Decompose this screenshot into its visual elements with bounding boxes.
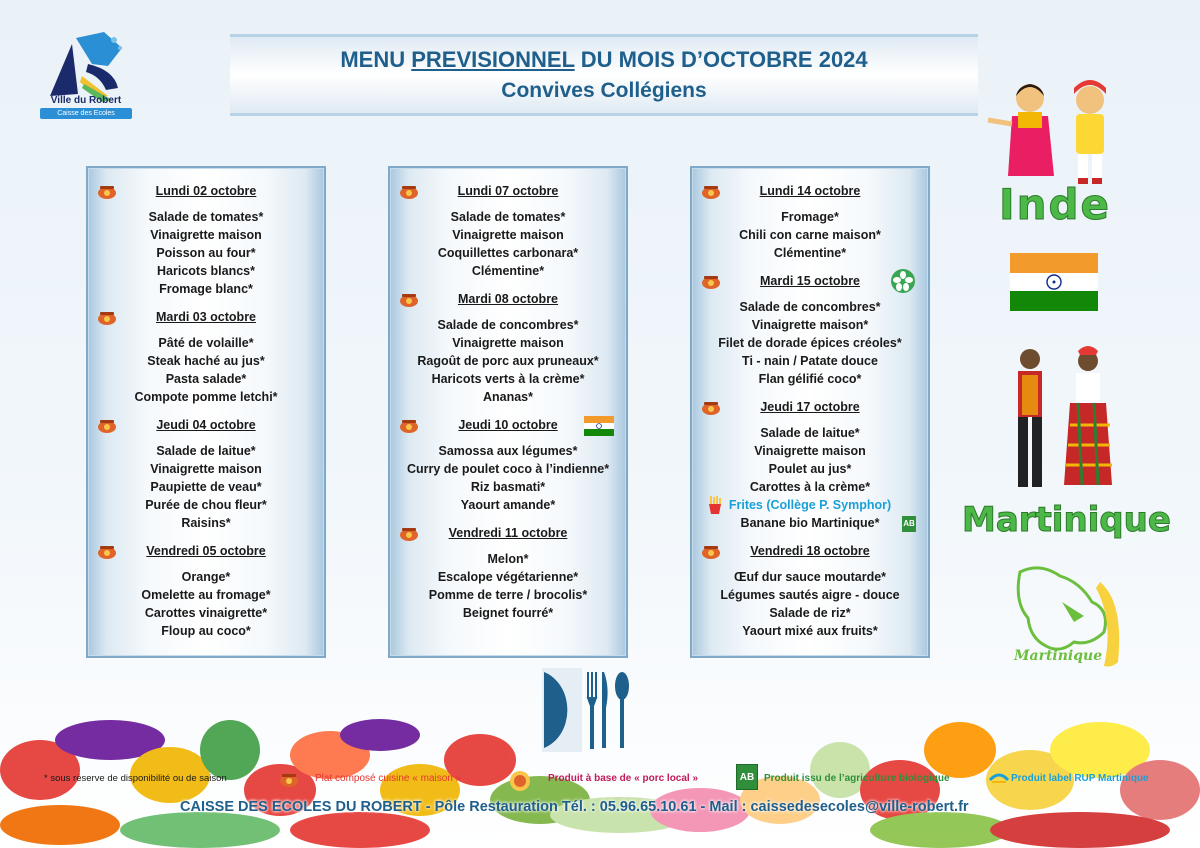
menu-item: Banane bio Martinique*	[740, 516, 880, 530]
menu-item: Ti - nain / Patate douce	[742, 354, 878, 368]
menu-item: Curry de poulet coco à l’indienne*	[406, 462, 610, 476]
menu-item: Haricots verts à la crème*	[431, 372, 585, 386]
menu-item: Paupiette de veau*	[150, 480, 262, 494]
indian-children-illustration	[982, 76, 1142, 186]
title-banner	[230, 34, 978, 116]
menu-item: Yaourt amande*	[460, 498, 556, 512]
bio-ab-icon: AB	[902, 516, 916, 532]
menu-column-week-1	[86, 166, 326, 658]
menu-item: Ananas*	[482, 390, 534, 404]
menu-item: Poisson au four*	[156, 246, 256, 260]
menu-item: Clémentine*	[773, 246, 847, 260]
menu-item: Vinaigrette maison	[452, 336, 564, 350]
hibiscus-icon	[890, 268, 916, 294]
day-title: Lundi 14 octobre	[759, 184, 861, 198]
menu-item: Fromage blanc*	[159, 282, 253, 296]
day-title: Lundi 02 octobre	[155, 184, 257, 198]
menu-item: Salade de laitue*	[760, 426, 860, 440]
day-block	[390, 182, 626, 280]
day-block	[88, 308, 324, 406]
menu-item: Pasta salade*	[165, 372, 247, 386]
homemade-pot-icon	[398, 182, 420, 200]
menu-item: Beignet fourré*	[462, 606, 554, 620]
menu-item: Melon*	[487, 552, 529, 566]
india-flag-icon	[584, 416, 614, 436]
menu-item: Salade de tomates*	[148, 210, 264, 224]
legend-bar	[0, 770, 1200, 790]
menu-item: Raisins*	[181, 516, 231, 530]
day-title: Mardi 03 octobre	[155, 310, 257, 324]
day-title: Vendredi 11 octobre	[448, 526, 568, 540]
day-block	[692, 182, 928, 262]
legend-bio: Produit issu de l’agriculture biologique	[764, 773, 950, 784]
day-block	[390, 416, 626, 514]
day-title: Vendredi 18 octobre	[750, 544, 870, 558]
day-title: Jeudi 17 octobre	[760, 400, 860, 414]
menu-item: Salade de tomates*	[450, 210, 566, 224]
homemade-pot-icon	[96, 542, 118, 560]
menu-item: Vinaigrette maison*	[751, 318, 869, 332]
logo-text: Ville du Robert	[50, 95, 122, 106]
day-block	[390, 290, 626, 406]
menu-item: Chili con carne maison*	[739, 228, 881, 242]
homemade-pot-icon	[700, 182, 722, 200]
menu-item: Salade de laitue*	[156, 444, 256, 458]
menu-item: Riz basmati*	[470, 480, 546, 494]
footer-contact: CAISSE DES ECOLES DU ROBERT - Pôle Restauration Tél. : 05.96.65.10.61 - Mail : caissedesecoles@ville-robert.fr	[180, 799, 969, 815]
homemade-pot-icon	[398, 290, 420, 308]
martinique-map-label: Martinique	[1014, 648, 1103, 664]
homemade-pot-icon	[700, 398, 722, 416]
menu-column-week-2	[388, 166, 628, 658]
day-title: Mardi 15 octobre	[759, 274, 861, 288]
homemade-pot-icon	[398, 524, 420, 542]
logo-subtitle: Caisse des Ecoles	[40, 108, 132, 119]
day-block	[692, 272, 928, 388]
day-title: Vendredi 05 octobre	[146, 544, 266, 558]
menu-item: Haricots blancs*	[157, 264, 255, 278]
menu-item: Compote pomme letchi*	[134, 390, 278, 404]
homemade-pot-icon	[278, 770, 300, 788]
homemade-pot-icon	[96, 416, 118, 434]
day-block	[88, 542, 324, 640]
menu-item: Vinaigrette maison	[150, 228, 262, 242]
porc-local-badge-icon	[508, 770, 532, 792]
day-title: Lundi 07 octobre	[457, 184, 559, 198]
menu-item: Carottes vinaigrette*	[144, 606, 268, 620]
rup-label-icon	[988, 768, 1010, 784]
day-title: Mardi 08 octobre	[457, 292, 559, 306]
theme-inde-label: Inde	[998, 180, 1112, 229]
homemade-pot-icon	[700, 542, 722, 560]
day-block	[390, 524, 626, 622]
menu-item: Poulet au jus*	[768, 462, 852, 476]
homemade-pot-icon	[398, 416, 420, 434]
menu-item: Flan gélifié coco*	[758, 372, 862, 386]
menu-item: Filet de dorade épices créoles*	[718, 336, 902, 350]
title-prefix: MENU	[340, 47, 412, 72]
day-block	[692, 398, 928, 532]
menu-item: Yaourt mixé aux fruits*	[742, 624, 878, 638]
menu-item: Pomme de terre / brocolis*	[428, 588, 588, 602]
menu-column-week-3	[690, 166, 930, 658]
menu-item: Vinaigrette maison	[754, 444, 866, 458]
menu-item: Omelette au fromage*	[141, 588, 271, 602]
menu-item: Vinaigrette maison	[150, 462, 262, 476]
homemade-pot-icon	[96, 308, 118, 326]
title-suffix: DU MOIS D’OCTOBRE 2024	[574, 47, 868, 72]
menu-item: Clémentine*	[471, 264, 545, 278]
martinique-couple-illustration	[1000, 345, 1120, 503]
india-flag	[1010, 253, 1098, 311]
legend-fait-maison: Plat composé cuisine « maison »	[315, 773, 462, 784]
day-block	[88, 182, 324, 298]
menu-item: Escalope végétarienne*	[437, 570, 579, 584]
menu-item: Samossa aux légumes*	[438, 444, 578, 458]
menu-item: Salade de concombres*	[437, 318, 579, 332]
menu-item: Salade de concombres*	[739, 300, 881, 314]
menu-item: Fromage*	[781, 210, 839, 224]
day-title: Jeudi 10 octobre	[458, 418, 558, 432]
legend-reserve: * sous réserve de disponibilité ou de saison	[44, 773, 227, 784]
fries-icon	[708, 496, 722, 514]
legend-porc-local: Produit à base de « porc local »	[548, 773, 699, 784]
menu-item-frites: Frites (Collège P. Symphor)	[728, 498, 892, 512]
menu-item: Orange*	[181, 570, 231, 584]
homemade-pot-icon	[700, 272, 722, 290]
menu-item: Œuf dur sauce moutarde*	[733, 570, 887, 584]
menu-item: Légumes sautés aigre - douce	[720, 588, 900, 602]
day-block	[692, 542, 928, 640]
homemade-pot-icon	[96, 182, 118, 200]
title-underlined-word: PREVISIONNEL	[411, 47, 575, 72]
menu-item: Purée de chou fleur*	[145, 498, 267, 512]
theme-martinique-label: Martinique	[962, 500, 1171, 540]
menu-item: Carottes à la crème*	[749, 480, 871, 494]
menu-item: Steak haché au jus*	[147, 354, 265, 368]
menu-item: Floup au coco*	[161, 624, 251, 638]
day-block	[88, 416, 324, 532]
day-title: Jeudi 04 octobre	[156, 418, 256, 432]
menu-item: Ragoût de porc aux pruneaux*	[417, 354, 599, 368]
menu-item: Coquillettes carbonara*	[437, 246, 579, 260]
page-subtitle: Convives Collégiens	[501, 79, 707, 102]
menu-item: Vinaigrette maison	[452, 228, 564, 242]
page-title	[230, 47, 978, 73]
menu-item: Pâté de volaille*	[158, 336, 254, 350]
legend-rup: Produit label RUP Martinique	[1011, 773, 1149, 784]
menu-item: Salade de riz*	[769, 606, 851, 620]
bio-ab-icon: AB	[736, 764, 758, 790]
